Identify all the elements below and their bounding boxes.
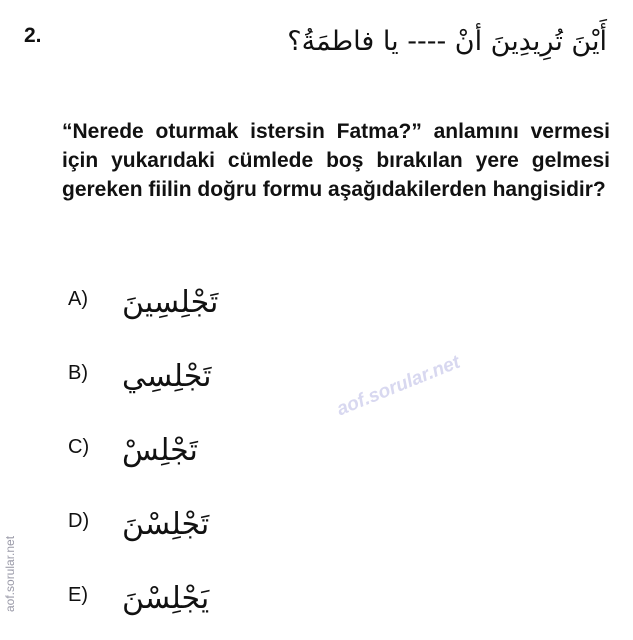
watermark-diagonal: aof.sorular.net bbox=[333, 351, 464, 421]
answer-options bbox=[68, 262, 328, 632]
question-text: “Nerede oturmak istersin Fatma?” anlamını vermesi için yukarıdaki cümlede boş bırakılan yere gelmesi gereken fiilin doğru formu aşağıdakilerden hangisidir? bbox=[62, 120, 610, 201]
option-e[interactable] bbox=[68, 558, 328, 632]
watermark-side: aof.sorular.net bbox=[3, 535, 17, 612]
option-arabic-text: تَجْلِسْ bbox=[122, 432, 198, 468]
option-arabic-text: تَجْلِسِينَ bbox=[122, 284, 219, 320]
option-arabic-text: تَجْلِسِي bbox=[122, 358, 212, 394]
question-number: 2. bbox=[24, 24, 42, 47]
arabic-sentence: أَيْنَ تُرِيدِينَ أنْ ---- يا فاطمَةُ؟ bbox=[287, 26, 607, 57]
option-b[interactable] bbox=[68, 336, 328, 410]
option-label: A) bbox=[68, 287, 88, 310]
option-label: E) bbox=[68, 583, 88, 606]
option-a[interactable] bbox=[68, 262, 328, 336]
option-arabic-text: تَجْلِسْنَ bbox=[122, 506, 210, 542]
option-label: B) bbox=[68, 361, 88, 384]
option-label: D) bbox=[68, 509, 90, 532]
option-arabic-text: يَجْلِسْنَ bbox=[122, 580, 210, 616]
option-label: C) bbox=[68, 435, 90, 458]
option-d[interactable] bbox=[68, 484, 328, 558]
option-c[interactable] bbox=[68, 410, 328, 484]
